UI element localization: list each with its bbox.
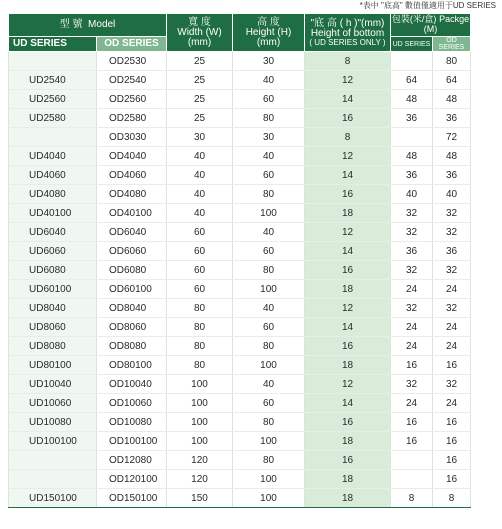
ud-model-cell: UD80100 bbox=[9, 356, 97, 375]
package-ud-cell: 16 bbox=[391, 413, 433, 432]
height-cell: 60 bbox=[233, 166, 305, 185]
width-cell: 60 bbox=[167, 223, 233, 242]
od-model-cell: OD10080 bbox=[97, 413, 167, 432]
width-cell: 60 bbox=[167, 242, 233, 261]
od-model-cell: OD120100 bbox=[97, 470, 167, 489]
model-header-cn: 型 號 bbox=[59, 19, 83, 30]
bottom-height-cell: 12 bbox=[305, 375, 391, 394]
bottom-height-cell: 14 bbox=[305, 394, 391, 413]
package-header bbox=[391, 14, 471, 37]
od-model-cell: OD8080 bbox=[97, 337, 167, 356]
height-cell: 60 bbox=[233, 242, 305, 261]
package-ud-cell bbox=[391, 470, 433, 489]
height-cell: 60 bbox=[233, 318, 305, 337]
width-cell: 25 bbox=[167, 109, 233, 128]
package-header-cn: 包裝(米/盒) bbox=[391, 14, 437, 24]
width-cell: 120 bbox=[167, 451, 233, 470]
od-model-cell: OD60100 bbox=[97, 280, 167, 299]
od-model-cell: OD2580 bbox=[97, 109, 167, 128]
table-row bbox=[9, 261, 471, 280]
package-od-cell: 24 bbox=[433, 318, 471, 337]
table-row bbox=[9, 204, 471, 223]
ud-model-cell: UD8060 bbox=[9, 318, 97, 337]
ud-model-cell: UD8080 bbox=[9, 337, 97, 356]
width-cell: 40 bbox=[167, 204, 233, 223]
product-spec-table bbox=[8, 13, 471, 508]
bottom-height-cell: 12 bbox=[305, 147, 391, 166]
package-ud-cell: 36 bbox=[391, 166, 433, 185]
table-row bbox=[9, 185, 471, 204]
package-od-cell: 32 bbox=[433, 204, 471, 223]
width-cell: 80 bbox=[167, 318, 233, 337]
bottom-height-cell: 16 bbox=[305, 451, 391, 470]
package-ud-cell: 64 bbox=[391, 71, 433, 90]
width-header bbox=[167, 14, 233, 52]
ud-model-cell: UD10040 bbox=[9, 375, 97, 394]
width-cell: 150 bbox=[167, 489, 233, 508]
bottom-header-cn: "底 高 ( h )"(mm) bbox=[310, 17, 385, 29]
package-ud-cell: 36 bbox=[391, 109, 433, 128]
od-model-cell: OD2560 bbox=[97, 90, 167, 109]
table-row bbox=[9, 337, 471, 356]
width-cell: 40 bbox=[167, 166, 233, 185]
ud-model-cell: UD6060 bbox=[9, 242, 97, 261]
height-cell: 30 bbox=[233, 52, 305, 71]
height-cell: 80 bbox=[233, 337, 305, 356]
bottom-header-note: ( UD SERIES ONLY ) bbox=[309, 37, 386, 47]
package-ud-cell bbox=[391, 128, 433, 147]
ud-model-cell: UD6080 bbox=[9, 261, 97, 280]
height-cell: 80 bbox=[233, 413, 305, 432]
package-od-cell: 16 bbox=[433, 356, 471, 375]
height-cell: 80 bbox=[233, 109, 305, 128]
width-cell: 40 bbox=[167, 185, 233, 204]
ud-model-cell: UD100100 bbox=[9, 432, 97, 451]
height-cell: 100 bbox=[233, 470, 305, 489]
ud-model-cell: UD10060 bbox=[9, 394, 97, 413]
ud-model-cell: UD40100 bbox=[9, 204, 97, 223]
package-ud-cell: 48 bbox=[391, 147, 433, 166]
height-header-en: Height (H) bbox=[245, 26, 292, 38]
package-ud-cell: 24 bbox=[391, 280, 433, 299]
bottom-height-cell: 18 bbox=[305, 432, 391, 451]
ud-model-cell bbox=[9, 52, 97, 71]
height-header-cn: 高 度 bbox=[257, 16, 280, 28]
package-od-cell: 64 bbox=[433, 71, 471, 90]
od-model-cell: OD8040 bbox=[97, 299, 167, 318]
width-header-en: Width (W) bbox=[177, 26, 222, 38]
width-cell: 25 bbox=[167, 90, 233, 109]
bottom-height-cell: 18 bbox=[305, 280, 391, 299]
package-ud-cell bbox=[391, 451, 433, 470]
width-cell: 100 bbox=[167, 394, 233, 413]
height-cell: 100 bbox=[233, 356, 305, 375]
ud-series-header: UD SERIES bbox=[9, 37, 97, 52]
ud-model-cell: UD6040 bbox=[9, 223, 97, 242]
ud-model-cell bbox=[9, 128, 97, 147]
od-model-cell: OD2530 bbox=[97, 52, 167, 71]
table-row bbox=[9, 394, 471, 413]
bottom-height-cell: 8 bbox=[305, 128, 391, 147]
package-od-cell: 48 bbox=[433, 90, 471, 109]
od-model-cell: OD8060 bbox=[97, 318, 167, 337]
package-ud-cell: 40 bbox=[391, 185, 433, 204]
bottom-height-cell: 16 bbox=[305, 185, 391, 204]
package-ud-cell: 24 bbox=[391, 337, 433, 356]
package-ud-cell bbox=[391, 52, 433, 71]
height-cell: 60 bbox=[233, 394, 305, 413]
package-od-cell: 16 bbox=[433, 470, 471, 489]
table-body bbox=[9, 52, 471, 508]
bottom-height-cell: 14 bbox=[305, 242, 391, 261]
width-header-cn: 寬 度 bbox=[188, 16, 211, 28]
package-ud-cell: 24 bbox=[391, 394, 433, 413]
package-od-cell: 80 bbox=[433, 52, 471, 71]
package-ud-cell: 32 bbox=[391, 299, 433, 318]
bottom-height-cell: 18 bbox=[305, 356, 391, 375]
table-row bbox=[9, 280, 471, 299]
width-cell: 80 bbox=[167, 356, 233, 375]
height-cell: 40 bbox=[233, 71, 305, 90]
package-ud-header: UD SERIES bbox=[391, 37, 433, 52]
package-ud-cell: 48 bbox=[391, 90, 433, 109]
package-ud-cell: 36 bbox=[391, 242, 433, 261]
ud-model-cell: UD4060 bbox=[9, 166, 97, 185]
package-od-cell: 24 bbox=[433, 280, 471, 299]
package-od-cell: 16 bbox=[433, 451, 471, 470]
package-ud-cell: 32 bbox=[391, 204, 433, 223]
table-row bbox=[9, 242, 471, 261]
od-model-cell: OD10040 bbox=[97, 375, 167, 394]
width-cell: 40 bbox=[167, 147, 233, 166]
bottom-height-cell: 16 bbox=[305, 261, 391, 280]
height-cell: 100 bbox=[233, 432, 305, 451]
bottom-height-cell: 12 bbox=[305, 299, 391, 318]
height-cell: 100 bbox=[233, 204, 305, 223]
bottom-height-cell: 18 bbox=[305, 204, 391, 223]
package-od-cell: 8 bbox=[433, 489, 471, 508]
width-cell: 100 bbox=[167, 432, 233, 451]
bottom-height-cell: 14 bbox=[305, 166, 391, 185]
height-cell: 30 bbox=[233, 128, 305, 147]
bottom-header-en: Height of bottom bbox=[310, 27, 385, 39]
package-od-cell: 36 bbox=[433, 242, 471, 261]
od-model-cell: OD4040 bbox=[97, 147, 167, 166]
package-ud-cell: 32 bbox=[391, 223, 433, 242]
table-row bbox=[9, 489, 471, 508]
height-cell: 40 bbox=[233, 299, 305, 318]
package-od-header: OD SERIES bbox=[433, 37, 471, 52]
table-row bbox=[9, 375, 471, 394]
package-ud-cell: 24 bbox=[391, 318, 433, 337]
width-cell: 60 bbox=[167, 280, 233, 299]
model-header-en: Model bbox=[88, 19, 116, 30]
bottom-height-cell: 8 bbox=[305, 52, 391, 71]
footnote: *表中 "底高" 數值僅適用于UD SERIES bbox=[359, 1, 496, 10]
od-model-cell: OD10060 bbox=[97, 394, 167, 413]
table-row bbox=[9, 432, 471, 451]
ud-model-cell: UD10080 bbox=[9, 413, 97, 432]
od-model-cell: OD150100 bbox=[97, 489, 167, 508]
bottom-height-cell: 12 bbox=[305, 71, 391, 90]
od-model-cell: OD4060 bbox=[97, 166, 167, 185]
package-od-cell: 40 bbox=[433, 185, 471, 204]
od-model-cell: OD6060 bbox=[97, 242, 167, 261]
package-od-cell: 32 bbox=[433, 261, 471, 280]
package-od-cell: 16 bbox=[433, 432, 471, 451]
width-cell: 30 bbox=[167, 128, 233, 147]
width-cell: 80 bbox=[167, 299, 233, 318]
width-cell: 60 bbox=[167, 261, 233, 280]
height-cell: 80 bbox=[233, 451, 305, 470]
ud-model-cell: UD4080 bbox=[9, 185, 97, 204]
od-model-cell: OD100100 bbox=[97, 432, 167, 451]
package-ud-cell: 32 bbox=[391, 375, 433, 394]
package-header-en: Packge (M) bbox=[423, 14, 470, 34]
package-ud-cell: 32 bbox=[391, 261, 433, 280]
table-row bbox=[9, 147, 471, 166]
od-model-cell: OD2540 bbox=[97, 71, 167, 90]
table-row bbox=[9, 109, 471, 128]
bottom-height-cell: 14 bbox=[305, 318, 391, 337]
bottom-height-cell: 14 bbox=[305, 90, 391, 109]
package-od-cell: 24 bbox=[433, 337, 471, 356]
table-row bbox=[9, 299, 471, 318]
od-model-cell: OD6080 bbox=[97, 261, 167, 280]
od-model-cell: OD80100 bbox=[97, 356, 167, 375]
od-model-cell: OD4080 bbox=[97, 185, 167, 204]
package-od-cell: 16 bbox=[433, 413, 471, 432]
od-model-cell: OD12080 bbox=[97, 451, 167, 470]
width-cell: 25 bbox=[167, 52, 233, 71]
ud-model-cell bbox=[9, 470, 97, 489]
ud-model-cell: UD2580 bbox=[9, 109, 97, 128]
od-model-cell: OD40100 bbox=[97, 204, 167, 223]
package-ud-cell: 16 bbox=[391, 432, 433, 451]
bottom-height-cell: 18 bbox=[305, 470, 391, 489]
bottom-height-cell: 16 bbox=[305, 413, 391, 432]
ud-model-cell: UD60100 bbox=[9, 280, 97, 299]
width-header-unit: (mm) bbox=[187, 36, 212, 48]
package-od-cell: 32 bbox=[433, 299, 471, 318]
ud-model-cell: UD150100 bbox=[9, 489, 97, 508]
height-cell: 100 bbox=[233, 489, 305, 508]
table-row bbox=[9, 90, 471, 109]
width-cell: 120 bbox=[167, 470, 233, 489]
od-model-cell: OD6040 bbox=[97, 223, 167, 242]
height-cell: 80 bbox=[233, 261, 305, 280]
table-row bbox=[9, 52, 471, 71]
height-cell: 40 bbox=[233, 147, 305, 166]
height-cell: 80 bbox=[233, 185, 305, 204]
width-cell: 100 bbox=[167, 375, 233, 394]
height-cell: 40 bbox=[233, 223, 305, 242]
ud-model-cell: UD8040 bbox=[9, 299, 97, 318]
table-row bbox=[9, 451, 471, 470]
model-header bbox=[9, 14, 167, 37]
package-od-cell: 48 bbox=[433, 147, 471, 166]
table-row bbox=[9, 223, 471, 242]
ud-model-cell: UD2540 bbox=[9, 71, 97, 90]
bottom-height-cell: 18 bbox=[305, 489, 391, 508]
od-model-cell: OD3030 bbox=[97, 128, 167, 147]
bottom-height-cell: 12 bbox=[305, 223, 391, 242]
width-cell: 100 bbox=[167, 413, 233, 432]
width-cell: 25 bbox=[167, 71, 233, 90]
height-header-unit: (mm) bbox=[256, 36, 281, 48]
ud-model-cell bbox=[9, 451, 97, 470]
package-od-cell: 36 bbox=[433, 109, 471, 128]
ud-model-cell: UD4040 bbox=[9, 147, 97, 166]
package-ud-cell: 16 bbox=[391, 356, 433, 375]
height-cell: 60 bbox=[233, 90, 305, 109]
bottom-height-header bbox=[305, 14, 391, 52]
table-row bbox=[9, 128, 471, 147]
height-cell: 40 bbox=[233, 375, 305, 394]
table-row bbox=[9, 318, 471, 337]
package-od-cell: 24 bbox=[433, 394, 471, 413]
table-row bbox=[9, 470, 471, 489]
package-od-cell: 36 bbox=[433, 166, 471, 185]
table-row bbox=[9, 413, 471, 432]
table-row bbox=[9, 71, 471, 90]
bottom-height-cell: 16 bbox=[305, 109, 391, 128]
width-cell: 80 bbox=[167, 337, 233, 356]
bottom-height-cell: 16 bbox=[305, 337, 391, 356]
package-ud-cell: 8 bbox=[391, 489, 433, 508]
package-od-cell: 72 bbox=[433, 128, 471, 147]
package-od-cell: 32 bbox=[433, 375, 471, 394]
height-header bbox=[233, 14, 305, 52]
package-od-cell: 32 bbox=[433, 223, 471, 242]
od-series-header: OD SERIES bbox=[97, 37, 167, 52]
table-row bbox=[9, 356, 471, 375]
ud-model-cell: UD2560 bbox=[9, 90, 97, 109]
height-cell: 100 bbox=[233, 280, 305, 299]
table-row bbox=[9, 166, 471, 185]
